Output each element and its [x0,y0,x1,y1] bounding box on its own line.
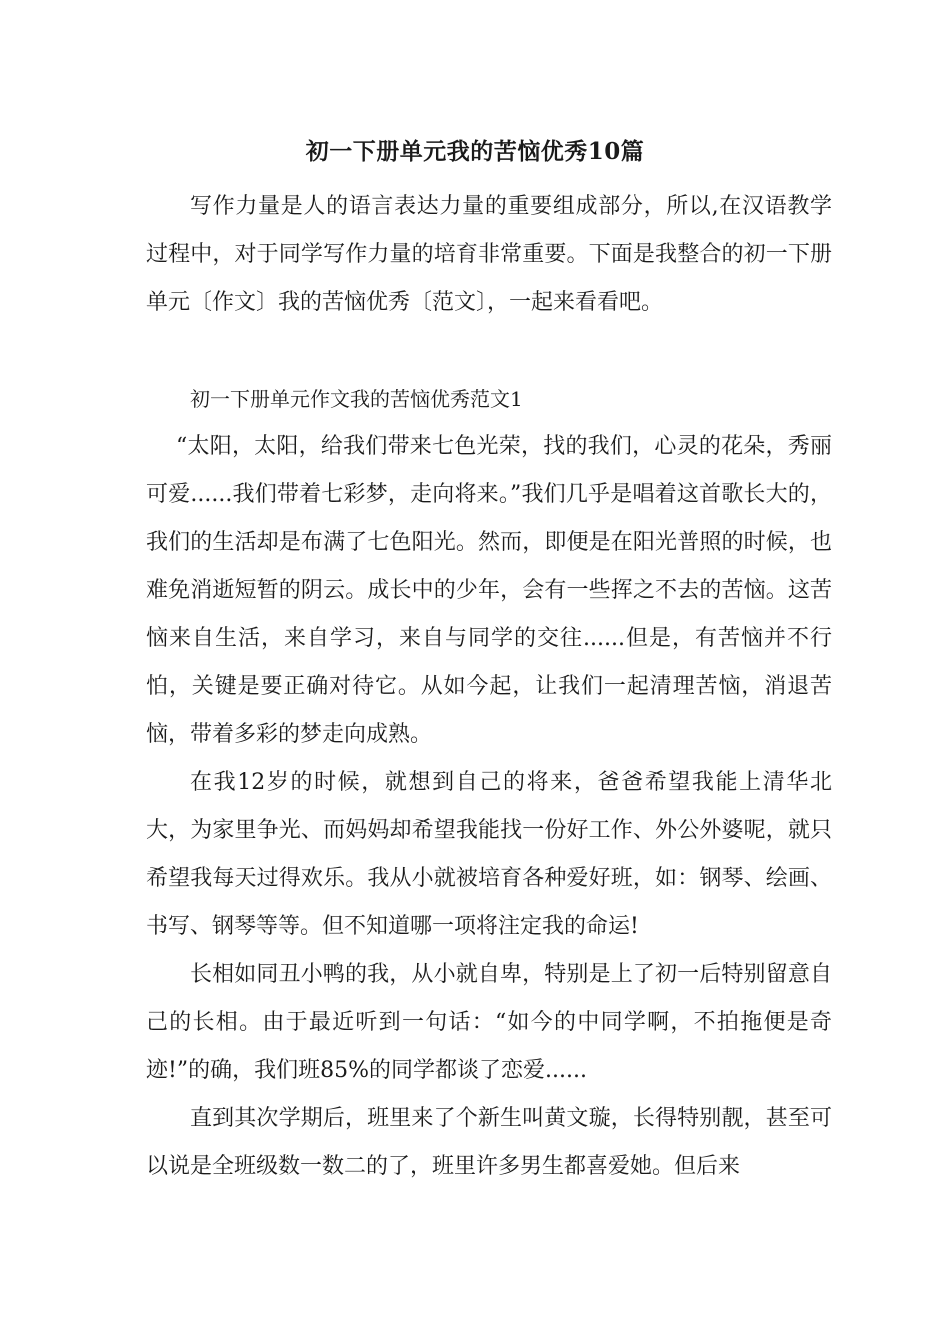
body-paragraph-3: 长相如同丑小鸭的我，从小就自卑，特别是上了初一后特别留意自己的长相。由于最近听到一句话：“如今的中同学啊，不拍拖便是奇迹!”的确，我们班85%的同学都谈了恋爱...... [146,962,832,1083]
document-body [146,183,832,1191]
body-paragraph-1: “太阳，太阳，给我们带来七色光荣，找的我们，心灵的花朵，秀丽可爱......我们带着七彩梦，走向将来。”我们几乎是唱着这首歌长大的，我们的生活却是布满了七色阳光。然而，即便是在阳光普照的时候，也难免消逝短暂的阴云。成长中的少年，会有一些挥之不去的苦恼。这苦恼来自生活，来自学习，来自与同学的交往......但是，有苦恼并不行怕，关键是要正确对待它。从如今起，让我们一起清理苦恼，消退苦恼，带着多彩的梦走向成熟。 [146,434,832,747]
intro-paragraph: 写作力量是人的语言表达力量的重要组成部分，所以,在汉语教学过程中，对于同学写作力量的培育非常重要。下面是我整合的初一下册单元〔作文〕我的苦恼优秀〔范文〕，一起来看看吧。 [146,194,832,315]
document-title: 初一下册单元我的苦恼优秀10篇 [305,138,645,165]
body-paragraph-2: 在我12岁的时候，就想到自己的将来，爸爸希望我能上清华北大，为家里争光、而妈妈却希望我能找一份好工作、外公外婆呢，就只希望我每天过得欢乐。我从小就被培育各种爱好班，如：钢琴、绘画、书写、钢琴等等。但不知道哪一项将注定我的命运! [146,770,832,939]
section-heading: 初一下册单元作文我的苦恼优秀范文1 [190,387,523,411]
blank-line [146,327,832,375]
body-paragraph-4: 直到其次学期后，班里来了个新生叫黄文璇，长得特别靓，甚至可以说是全班级数一数二的了，班里许多男生都喜爱她。但后来 [146,1106,832,1179]
